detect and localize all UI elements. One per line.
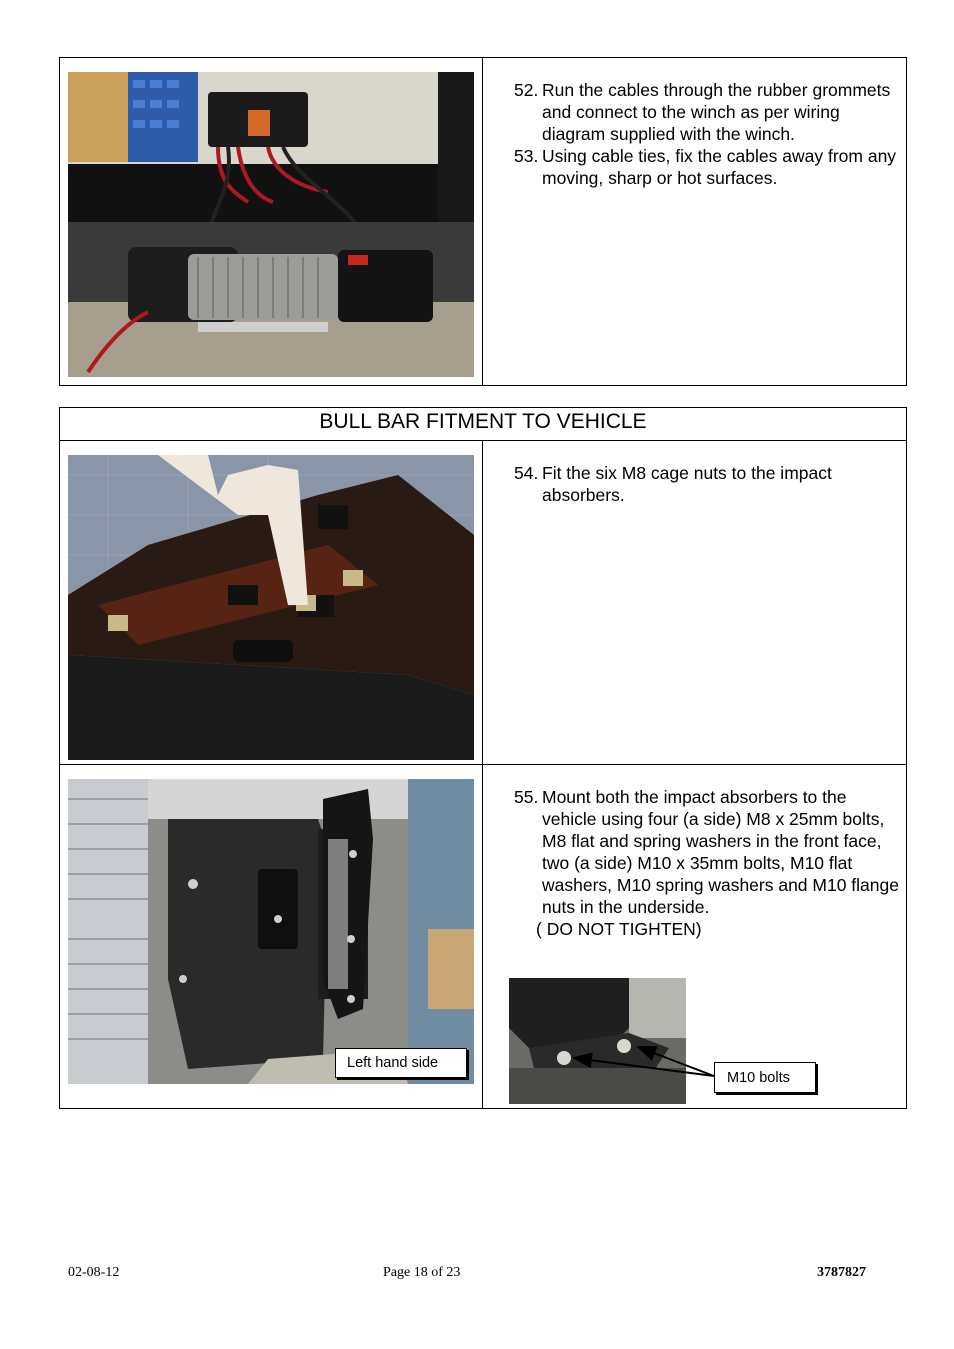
footer-doc-number: 3787827 xyxy=(817,1265,866,1280)
wiring-steps xyxy=(514,79,899,189)
column-divider xyxy=(482,57,483,386)
step-number: 55. xyxy=(514,787,539,807)
m10-bolts-photo xyxy=(509,978,686,1104)
step-53 xyxy=(514,145,899,189)
mounting-steps xyxy=(514,786,899,940)
section-title: BULL BAR FITMENT TO VEHICLE xyxy=(319,410,647,433)
left-hand-side-label: Left hand side xyxy=(335,1048,467,1078)
winch-wiring-photo xyxy=(68,72,474,377)
title-divider xyxy=(59,440,907,441)
footer-page-number: Page 18 of 23 xyxy=(383,1265,461,1280)
step-text: Using cable ties, fix the cables away from any moving, sharp or hot surfaces. xyxy=(542,146,897,188)
m10-bolts-label: M10 bolts xyxy=(714,1062,816,1093)
step-55 xyxy=(514,786,899,918)
step-52 xyxy=(514,79,899,145)
impact-absorber-mounted-photo xyxy=(68,779,474,1084)
step-text: Run the cables through the rubber grommets and connect to the winch as per wiring diagram supplied with the winch. xyxy=(542,80,891,144)
step-number: 53. xyxy=(514,146,539,166)
step-number: 52. xyxy=(514,80,539,100)
footer-date: 02-08-12 xyxy=(68,1265,120,1280)
row-divider xyxy=(59,764,907,765)
column-divider xyxy=(482,440,483,1109)
step-54 xyxy=(514,462,899,506)
step-text: Fit the six M8 cage nuts to the impact absorbers. xyxy=(542,463,832,505)
step-number: 54. xyxy=(514,463,539,483)
step-text: Mount both the impact absorbers to the vehicle using four (a side) M8 x 25mm bolts, M8 flat and spring washers in the front face, two (a side) M10 x 35mm bolts, M10 flat washers, M10 spring washers and M10 flange nuts in the underside. xyxy=(542,787,899,917)
do-not-tighten-note: ( DO NOT TIGHTEN) xyxy=(536,919,702,939)
cage-nuts-photo xyxy=(68,455,474,760)
cage-nut-steps xyxy=(514,462,899,506)
